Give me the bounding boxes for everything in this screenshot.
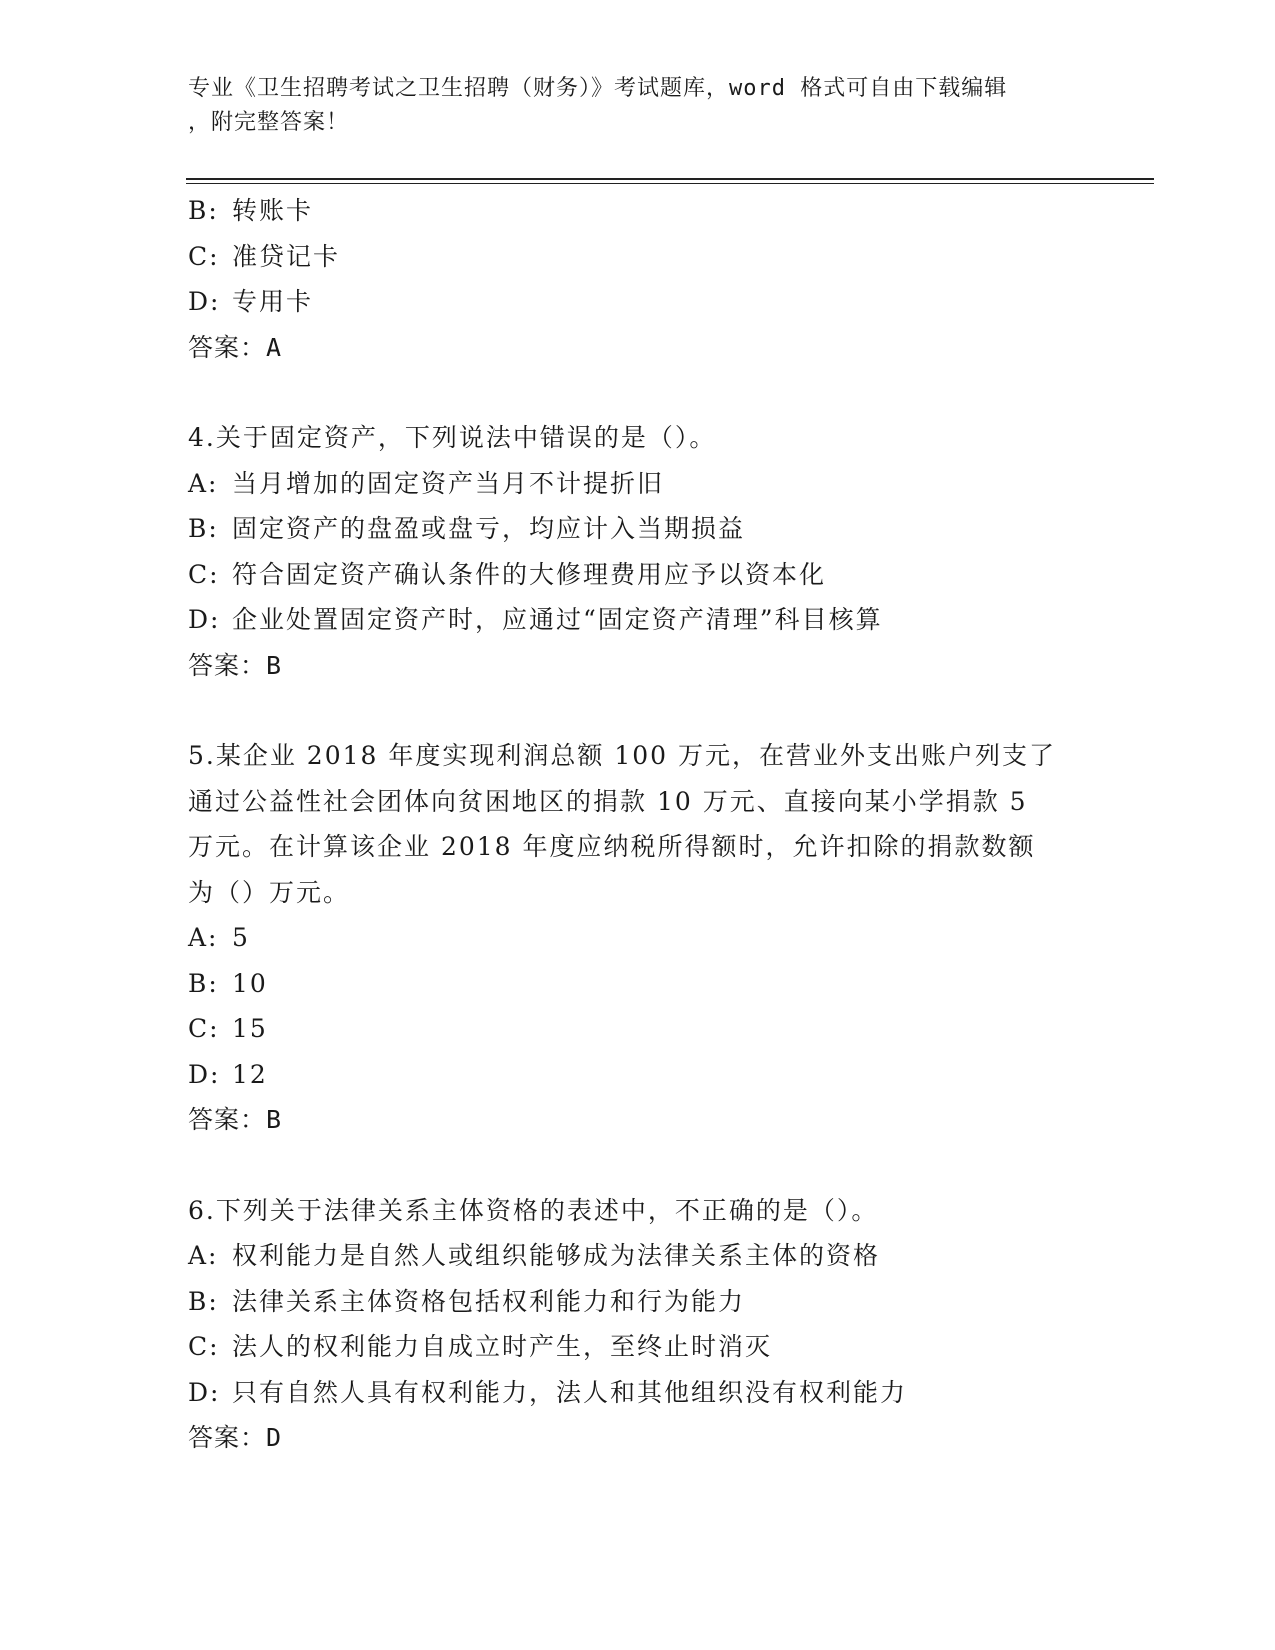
option-label: B:	[188, 968, 219, 998]
option-a	[188, 915, 1088, 961]
answer-line: 答案：D	[188, 1423, 283, 1452]
option-text: 专用卡	[232, 287, 314, 316]
option-label: A:	[188, 468, 219, 498]
option-c	[188, 552, 1088, 598]
option-text: 固定资产的盘盈或盘亏，均应计入当期损益	[232, 514, 746, 543]
answer-line: 答案：B	[188, 650, 283, 680]
option-text: 符合固定资产确认条件的大修理费用应予以资本化	[232, 559, 827, 589]
option-label: A:	[188, 1241, 219, 1270]
option-text: 只有自然人具有权利能力，法人和其他组织没有权利能力	[232, 1377, 908, 1407]
prev-question-block	[188, 188, 1088, 370]
option-label: C:	[188, 1332, 220, 1361]
option-label: D:	[188, 1059, 221, 1089]
option-c	[188, 1324, 1088, 1370]
option-b	[188, 188, 1088, 234]
spacer	[188, 1143, 1088, 1188]
option-text: 转账卡	[232, 196, 314, 225]
option-b	[188, 1279, 1088, 1325]
option-label: C:	[188, 1014, 220, 1043]
option-text: 权利能力是自然人或组织能够成为法律关系主体的资格	[232, 1241, 881, 1270]
option-d	[188, 597, 1088, 643]
option-c	[188, 1006, 1088, 1052]
option-label: B:	[188, 196, 219, 225]
option-text: 5	[232, 923, 250, 952]
option-label: B:	[188, 1286, 219, 1316]
option-b	[188, 961, 1088, 1007]
option-c	[188, 234, 1088, 280]
option-text: 10	[232, 968, 268, 998]
answer-line: 答案：A	[188, 332, 283, 362]
spacer	[188, 370, 1088, 415]
option-d	[188, 279, 1088, 325]
question-stem-line: 5.某企业 2018 年度实现利润总额 100 万元，在营业外支出账户列支了	[188, 741, 1056, 770]
option-text: 当月增加的固定资产当月不计提折旧	[232, 468, 665, 498]
option-d	[188, 1370, 1088, 1416]
spacer	[188, 688, 1088, 733]
option-label: D:	[188, 287, 221, 316]
option-label: A:	[188, 923, 219, 952]
option-text: 15	[232, 1014, 268, 1043]
question-stem-line: 为（）万元。	[188, 877, 351, 907]
answer-line: 答案：B	[188, 1105, 283, 1134]
option-label: B:	[188, 514, 219, 543]
page-header	[188, 72, 1068, 140]
option-a	[188, 461, 1088, 507]
question-stem-line: 通过公益性社会团体向贫困地区的捐款 10 万元、直接向某小学捐款 5	[188, 786, 1028, 816]
option-text: 企业处置固定资产时，应通过“固定资产清理”科目核算	[232, 605, 883, 634]
question-5	[188, 733, 1088, 1143]
option-b	[188, 506, 1088, 552]
header-divider	[186, 178, 1154, 180]
option-label: C:	[188, 559, 220, 589]
question-6	[188, 1188, 1088, 1461]
question-stem: 6.下列关于法律关系主体资格的表述中，不正确的是（）。	[188, 1195, 879, 1225]
header-divider-thin	[186, 183, 1154, 184]
option-a	[188, 1233, 1088, 1279]
question-stem: 4.关于固定资产，下列说法中错误的是（）。	[188, 423, 717, 452]
header-line-1: 专业《卫生招聘考试之卫生招聘（财务）》考试题库，word 格式可自由下载编辑	[188, 76, 1008, 101]
option-text: 法律关系主体资格包括权利能力和行为能力	[232, 1286, 746, 1316]
option-label: C:	[188, 241, 220, 271]
option-label: D:	[188, 1377, 221, 1407]
header-line-2: ，附完整答案！	[188, 110, 350, 135]
question-content	[188, 188, 1088, 1461]
option-text: 准贷记卡	[232, 241, 341, 271]
option-d	[188, 1052, 1088, 1098]
question-4	[188, 415, 1088, 688]
option-text: 法人的权利能力自成立时产生，至终止时消灭	[232, 1332, 773, 1361]
option-text: 12	[232, 1059, 268, 1089]
question-stem-line: 万元。在计算该企业 2018 年度应纳税所得额时，允许扣除的捐款数额	[188, 832, 1036, 861]
option-label: D:	[188, 605, 221, 634]
